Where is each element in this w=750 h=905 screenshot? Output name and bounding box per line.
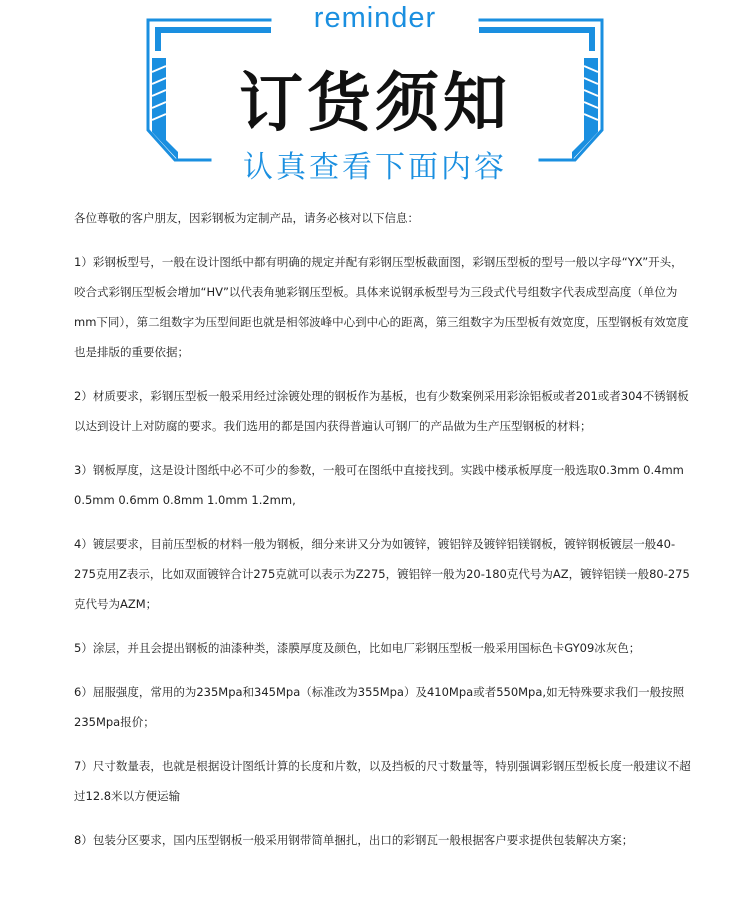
notice-item: 6）屈服强度，常用的为235Mpa和345Mpa（标准改为355Mpa）及410Mpa或者550Mpa,如无特殊要求我们一般按照235Mpa报价； xyxy=(74,685,685,729)
order-notice-body xyxy=(74,203,694,869)
notice-item: 4）镀层要求，目前压型板的材料一般为钢板，细分来讲又分为如镀锌，镀铝锌及镀锌铝镁钢板，镀锌钢板镀层一般40-275克用Z表示，比如双面镀锌合计275克就可以表示为Z275，镀铝锌一般为20-180克代号为AZ，镀锌铝镁一般80-275克代号为AZM； xyxy=(74,537,690,611)
page-title: 订货须知 xyxy=(239,67,511,141)
page-subtitle: 认真查看下面内容 xyxy=(243,150,507,185)
notice-item: 8）包装分区要求，国内压型钢板一般采用钢带简单捆扎，出口的彩钢瓦一般根据客户要求提供包装解决方案； xyxy=(74,833,634,847)
intro-paragraph: 各位尊敬的客户朋友，因彩钢板为定制产品，请务必核对以下信息： xyxy=(74,211,419,225)
banner-english-title: reminder xyxy=(313,2,437,34)
notice-item: 2）材质要求，彩钢压型板一般采用经过涂镀处理的钢板作为基板，也有少数案例采用彩涂铝板或者201或者304不锈钢板以达到设计上对防腐的要求。我们选用的都是国内获得普遍认可钢厂的产品做为生产压型钢板的材料； xyxy=(74,389,689,433)
notice-item: 7）尺寸数量表，也就是根据设计图纸计算的长度和片数，以及挡板的尺寸数量等，特别强调彩钢压型板长度一般建议不超过12.8米以方便运输 xyxy=(74,759,691,803)
notice-item: 3）钢板厚度，这是设计图纸中必不可少的参数，一般可在图纸中直接找到。实践中楼承板厚度一般选取0.3mm 0.4mm 0.5mm 0.6mm 0.8mm 1.0mm 1.2mm, xyxy=(74,463,684,507)
notice-item: 1）彩钢板型号，一般在设计图纸中都有明确的规定并配有彩钢压型板截面图，彩钢压型板的型号一般以字母“YX”开头，咬合式彩钢压型板会增加“HV”以代表角驰彩钢压型板。具体来说钢承板型号为三段式代号组数字代表成型高度（单位为mm下同），第二组数字为压型间距也就是相邻波峰中心到中心的距离，第三组数字为压型板有效宽度，压型钢板有效宽度也是排版的重要依据； xyxy=(74,255,689,359)
reminder-banner xyxy=(0,0,750,200)
notice-item: 5）涂层，并且会提出钢板的油漆种类，漆膜厚度及颜色，比如电厂彩钢压型板一般采用国标色卡GY09冰灰色； xyxy=(74,641,641,655)
